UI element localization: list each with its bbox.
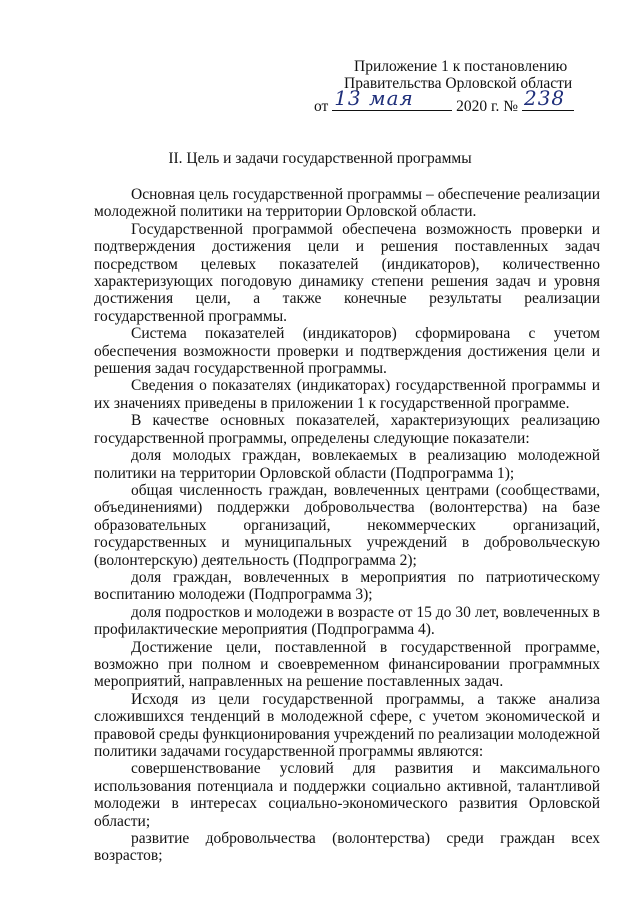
paragraph: Государственной программой обеспечена возможность проверки и подтверждения достижения цели и решения поставленных задач посредством целевых показателей (индикаторов), количественно характеризующих погодовую динамику степени решения задач и уровня достижения цели, а также конечные результаты реализации государственной программы. — [94, 220, 600, 325]
paragraph: Основная цель государственной программы – обеспечение реализации молодежной политики на территории Орловской области. — [94, 186, 600, 221]
number-blank — [522, 86, 574, 111]
year-suffix: 2020 г. № — [456, 98, 519, 115]
paragraph: доля молодых граждан, вовлекаемых в реализацию молодежной политики на территории Орловской области (Подпрограмма 1); — [94, 447, 600, 482]
paragraph: общая численность граждан, вовлеченных центрами (сообществами, объединениями) поддержки добровольчества (волонтерства) на базе образовательных организаций, некоммерческих организаций, государственных и муниципальных учреждений в добровольческую (волонтерскую) деятельность (Подпрограмма 2); — [94, 481, 600, 569]
header-line-government: Правительства Орловской области — [344, 75, 573, 92]
paragraph: Достижение цели, поставленной в государственной программе, возможно при полном и своевременном финансировании программных мероприятий, направленных на решение поставленных задач. — [94, 638, 600, 691]
paragraph: развитие добровольчества (волонтерства) среди граждан всех возрастов; — [94, 830, 600, 865]
paragraph: Система показателей (индикаторов) сформирована с учетом обеспечения возможности проверки и подтверждения достижения цели и решения задач государственной программы. — [94, 325, 600, 378]
paragraph: Сведения о показателях (индикаторах) государственной программы и их значениях приведены в приложении 1 к государственной программе. — [94, 377, 600, 412]
date-blank — [332, 86, 452, 111]
handwritten-number: 238 — [523, 86, 566, 110]
paragraph: В качестве основных показателей, характеризующих реализацию государственной программы, определены следующие показатели: — [94, 412, 600, 447]
header-line-date — [314, 86, 614, 118]
paragraph: совершенствование условий для развития и максимального использования потенциала и поддержки социально активной, талантливой молодежи в интересах социально-экономического развития Орловской области; — [94, 760, 600, 830]
document-body — [94, 186, 600, 865]
handwritten-date: 13 мая — [334, 86, 414, 110]
header-line-appendix: Приложение 1 к постановлению — [354, 58, 568, 75]
section-title: II. Цель и задачи государственной программы — [168, 150, 472, 167]
paragraph: доля подростков и молодежи в возрасте от 15 до 30 лет, вовлеченных в профилактические мероприятия (Подпрограмма 4). — [94, 603, 600, 639]
paragraph: доля граждан, вовлеченных в мероприятия по патриотическому воспитанию молодежи (Подпрограмма 3); — [94, 568, 600, 604]
date-prefix: от — [314, 98, 329, 115]
paragraph: Исходя из цели государственной программы, а также анализа сложившихся тенденций в молодежной сфере, с учетом экономической и правовой среды функционирования учреждений по реализации молодежной политики задачами государственной программы являются: — [94, 690, 600, 760]
